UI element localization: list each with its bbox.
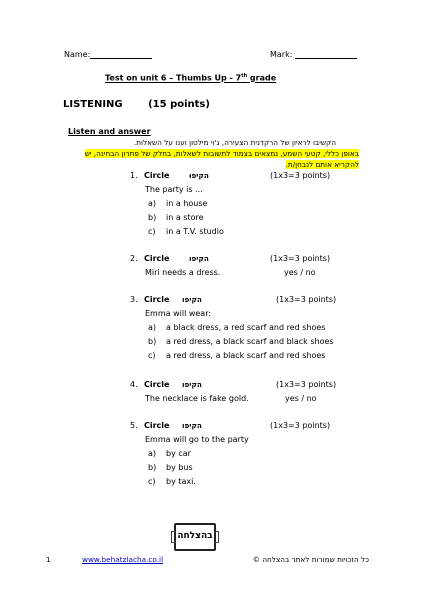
option-letter: b) <box>148 213 157 222</box>
section-title: LISTENING (15 points) <box>63 99 210 110</box>
question-stem: The party is ... <box>145 185 203 194</box>
option-text: by bus <box>166 463 193 472</box>
question-number: 3. <box>130 295 138 304</box>
option-letter: b) <box>148 463 157 472</box>
question-stem: Emma will go to the party <box>145 435 249 444</box>
logo-text: בהצלחה <box>177 531 213 541</box>
circle-label: Circle <box>144 295 170 304</box>
option-text: in a house <box>166 199 208 208</box>
name-line <box>90 49 152 59</box>
question-points: (1x3=3 points) <box>270 421 331 430</box>
page-number: 1 <box>46 555 51 564</box>
question-stem: Miri needs a dress. <box>145 268 221 277</box>
circle-label: Circle <box>144 380 170 389</box>
question-stem: The necklace is fake gold. <box>145 394 249 403</box>
mark-line <box>295 49 357 59</box>
circle-label: Circle <box>144 171 170 180</box>
option-letter: b) <box>148 337 157 346</box>
circle-label-hebrew: הקיפו <box>182 380 202 389</box>
circle-label-hebrew: הקיפו <box>182 295 202 304</box>
option-text: by car <box>166 449 191 458</box>
option-text: a black dress, a red scarf and red shoes <box>166 323 326 332</box>
option-letter: a) <box>148 199 157 208</box>
question-number: 5. <box>130 421 138 430</box>
circle-label-hebrew: הקיפו <box>182 421 202 430</box>
question-number: 1. <box>130 171 138 180</box>
footer-copyright: כל הזכויות שמורות לאתר בהצלחה © <box>252 555 369 564</box>
test-title: Test on unit 6 – Thumbs Up - 7th grade <box>105 73 277 83</box>
option-text: in a T.V. studio <box>166 227 224 236</box>
option-text: a red dress, a black scarf and black shoes <box>166 337 334 346</box>
name-label: Name: <box>64 50 91 59</box>
option-text: in a store <box>166 213 204 222</box>
instructions-line-2: באופן כללי, קטעי השמע, נמצאים בצמוד לתשובות לשאלות, בחלק של פתרון הבחינה, יש <box>84 149 359 158</box>
option-letter: a) <box>148 449 157 458</box>
question-points: (1x3=3 points) <box>270 171 331 180</box>
circle-label-hebrew: הקיפו <box>189 171 209 180</box>
instructions-line-3: להקריא אותם לנבחן/ת. <box>285 160 359 169</box>
question-number: 2. <box>130 254 138 263</box>
question-points: (1x3=3 points) <box>276 380 337 389</box>
option-letter: c) <box>148 351 156 360</box>
option-letter: c) <box>148 227 156 236</box>
circle-label-hebrew: הקיפו <box>189 254 209 263</box>
option-text: a red dress, a black scarf and red shoes <box>166 351 326 360</box>
name-field <box>64 49 152 59</box>
circle-label: Circle <box>144 254 170 263</box>
mark-label: Mark: <box>270 50 293 59</box>
instructions-line-1: הקשיבו לראיון של הרקדנית הצעירה, ג'וי מילטון וענו על השאלות. <box>133 138 336 147</box>
behatzlacha-logo <box>174 523 216 551</box>
footer-url-link[interactable]: www.behatzlacha.co.il <box>82 555 164 564</box>
mark-field <box>270 49 357 59</box>
option-letter: a) <box>148 323 157 332</box>
option-text: by taxi. <box>166 477 196 486</box>
question-stem: Emma will wear: <box>145 309 212 318</box>
question-number: 4. <box>130 380 138 389</box>
section-subtitle: Listen and answer <box>68 127 151 136</box>
question-points: (1x3=3 points) <box>270 254 331 263</box>
yes-no-choice: yes / no <box>285 394 317 403</box>
yes-no-choice: yes / no <box>284 268 316 277</box>
option-letter: c) <box>148 477 156 486</box>
question-points: (1x3=3 points) <box>276 295 337 304</box>
circle-label: Circle <box>144 421 170 430</box>
